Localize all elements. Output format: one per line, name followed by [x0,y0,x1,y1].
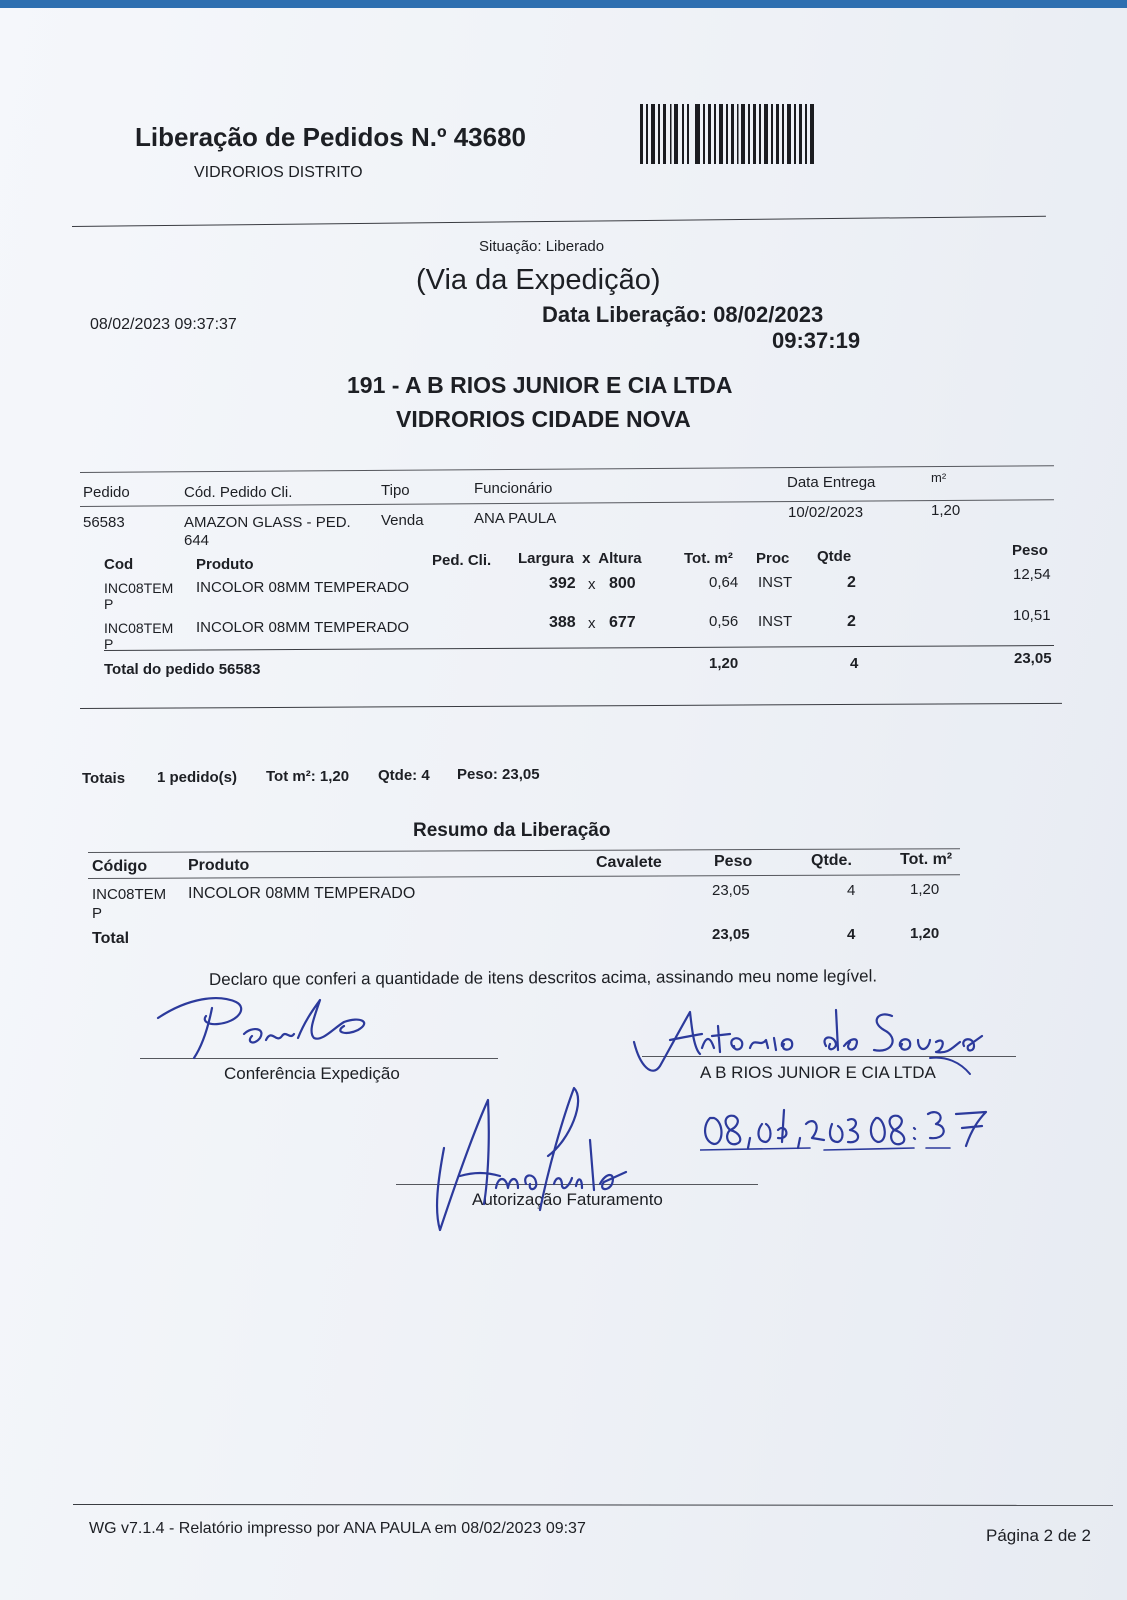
item-2-produto: INCOLOR 08MM TEMPERADO [196,619,410,636]
order-total-qtde: 4 [850,655,859,672]
item-1-tot-m2: 0,64 [709,574,739,591]
item-2-cod-2: P [104,636,114,652]
signature-conferencia-drawing [148,988,428,1064]
item-1-x: x [588,576,596,593]
document-title: Liberação de Pedidos N.º 43680 [135,122,526,152]
item-col-proc: Proc [756,550,790,567]
item-col-cod: Cod [104,556,134,573]
item-col-peso: Peso [1012,542,1048,559]
item-2-x: x [588,615,596,632]
item-1-peso: 12,54 [1013,566,1051,583]
summary-col-produto: Produto [188,857,250,874]
item-1-cod-2: P [104,596,114,612]
release-date: Data Liberação: 08/02/2023 [542,302,824,327]
summary-title: Resumo da Liberação [413,820,611,841]
signature-autorizacao-drawing [430,1080,670,1240]
item-col-produto: Produto [196,556,254,573]
item-col-ped-cli: Ped. Cli. [432,552,492,569]
autorizacao-label: Autorização Faturamento [472,1190,663,1209]
release-time: 09:37:19 [772,328,861,353]
company-name: VIDRORIOS DISTRITO [194,164,363,181]
footer-page-number: Página 2 de 2 [986,1526,1091,1545]
summary-row-produto: INCOLOR 08MM TEMPERADO [188,885,416,902]
order-pedido: 56583 [83,514,125,531]
client-signature-label: A B RIOS JUNIOR E CIA LTDA [700,1063,936,1082]
summary-col-qtde: Qtde. [811,852,852,869]
summary-total-peso: 23,05 [712,926,750,943]
totals-label: Totais [82,770,126,787]
item-col-largura-altura: Largura x Altura [518,550,642,567]
top-band [0,0,1127,8]
item-1-altura: 800 [609,575,636,592]
order-total-tot-m2: 1,20 [709,655,739,672]
item-1-produto: INCOLOR 08MM TEMPERADO [196,579,410,596]
totals-peso: Peso: 23,05 [457,766,540,783]
signature-client-drawing [630,996,1010,1082]
summary-row-cod: INC08TEM [92,886,167,903]
order-funcionario: ANA PAULA [474,510,557,527]
item-2-tot-m2: 0,56 [709,613,739,630]
col-funcionario: Funcionário [474,480,553,497]
summary-total-qtde: 4 [847,926,856,943]
totals-qtde: Qtde: 4 [378,767,430,784]
order-cod-cli-2: 644 [184,532,210,549]
totals-tot-m2: Tot m²: 1,20 [266,768,350,785]
summary-col-cavalete: Cavalete [596,854,662,871]
item-1-largura: 392 [549,575,576,592]
footer-rule [73,1504,1113,1506]
col-m2: m² [931,470,947,485]
summary-total-label: Total [92,930,130,947]
status-text: Situação: Liberado [479,238,605,255]
item-2-altura: 677 [609,614,636,631]
summary-col-codigo: Código [92,858,148,875]
order-total-label: Total do pedido 56583 [104,661,261,678]
print-datetime: 08/02/2023 09:37:37 [90,316,237,333]
order-data-entrega: 10/02/2023 [788,504,864,521]
order-table-bottom-rule [80,703,1062,709]
item-2-largura: 388 [549,614,576,631]
summary-row-peso: 23,05 [712,882,750,899]
item-col-tot-m2: Tot. m² [684,550,733,567]
order-total-peso: 23,05 [1014,650,1052,667]
summary-row-qtde: 4 [847,882,856,899]
item-1-qtde: 2 [847,574,856,591]
conferencia-label: Conferência Expedição [224,1064,400,1083]
order-tipo: Venda [381,512,424,529]
col-cod-pedido-cli: Cód. Pedido Cli. [184,484,293,501]
summary-total-tot-m2: 1,20 [910,925,940,942]
summary-row-tot-m2: 1,20 [910,881,940,898]
item-2-proc: INST [758,613,793,630]
order-cod-cli: AMAZON GLASS - PED. [184,514,351,531]
order-total-rule [104,645,1054,651]
col-pedido: Pedido [83,484,130,501]
item-col-qtde: Qtde [817,548,852,565]
order-table-top-rule [80,465,1054,473]
summary-col-peso: Peso [714,853,753,870]
declaration-text: Declaro que conferi a quantidade de itens descritos acima, assinando meu nome legível. [208,966,878,989]
header-divider [72,216,1046,227]
footer-print-info: WG v7.1.4 - Relatório impresso por ANA PAULA em 08/02/2023 09:37 [89,1520,586,1537]
totals-pedidos: 1 pedido(s) [157,769,238,786]
summary-row-cod-2: P [92,905,103,922]
item-2-cod: INC08TEM [104,620,174,636]
item-2-qtde: 2 [847,613,856,630]
client-store: VIDRORIOS CIDADE NOVA [396,406,691,432]
item-1-cod: INC08TEM [104,580,174,596]
barcode-graphic [640,104,816,164]
item-1-proc: INST [758,574,793,591]
order-m2: 1,20 [931,502,961,519]
copy-label: (Via da Expedição) [416,264,661,296]
handwritten-date-drawing [700,1104,1020,1160]
col-tipo: Tipo [381,482,410,499]
col-data-entrega: Data Entrega [787,474,876,491]
client-name: 191 - A B RIOS JUNIOR E CIA LTDA [347,372,733,398]
summary-col-tot-m2: Tot. m² [900,851,953,868]
item-2-peso: 10,51 [1013,607,1051,624]
